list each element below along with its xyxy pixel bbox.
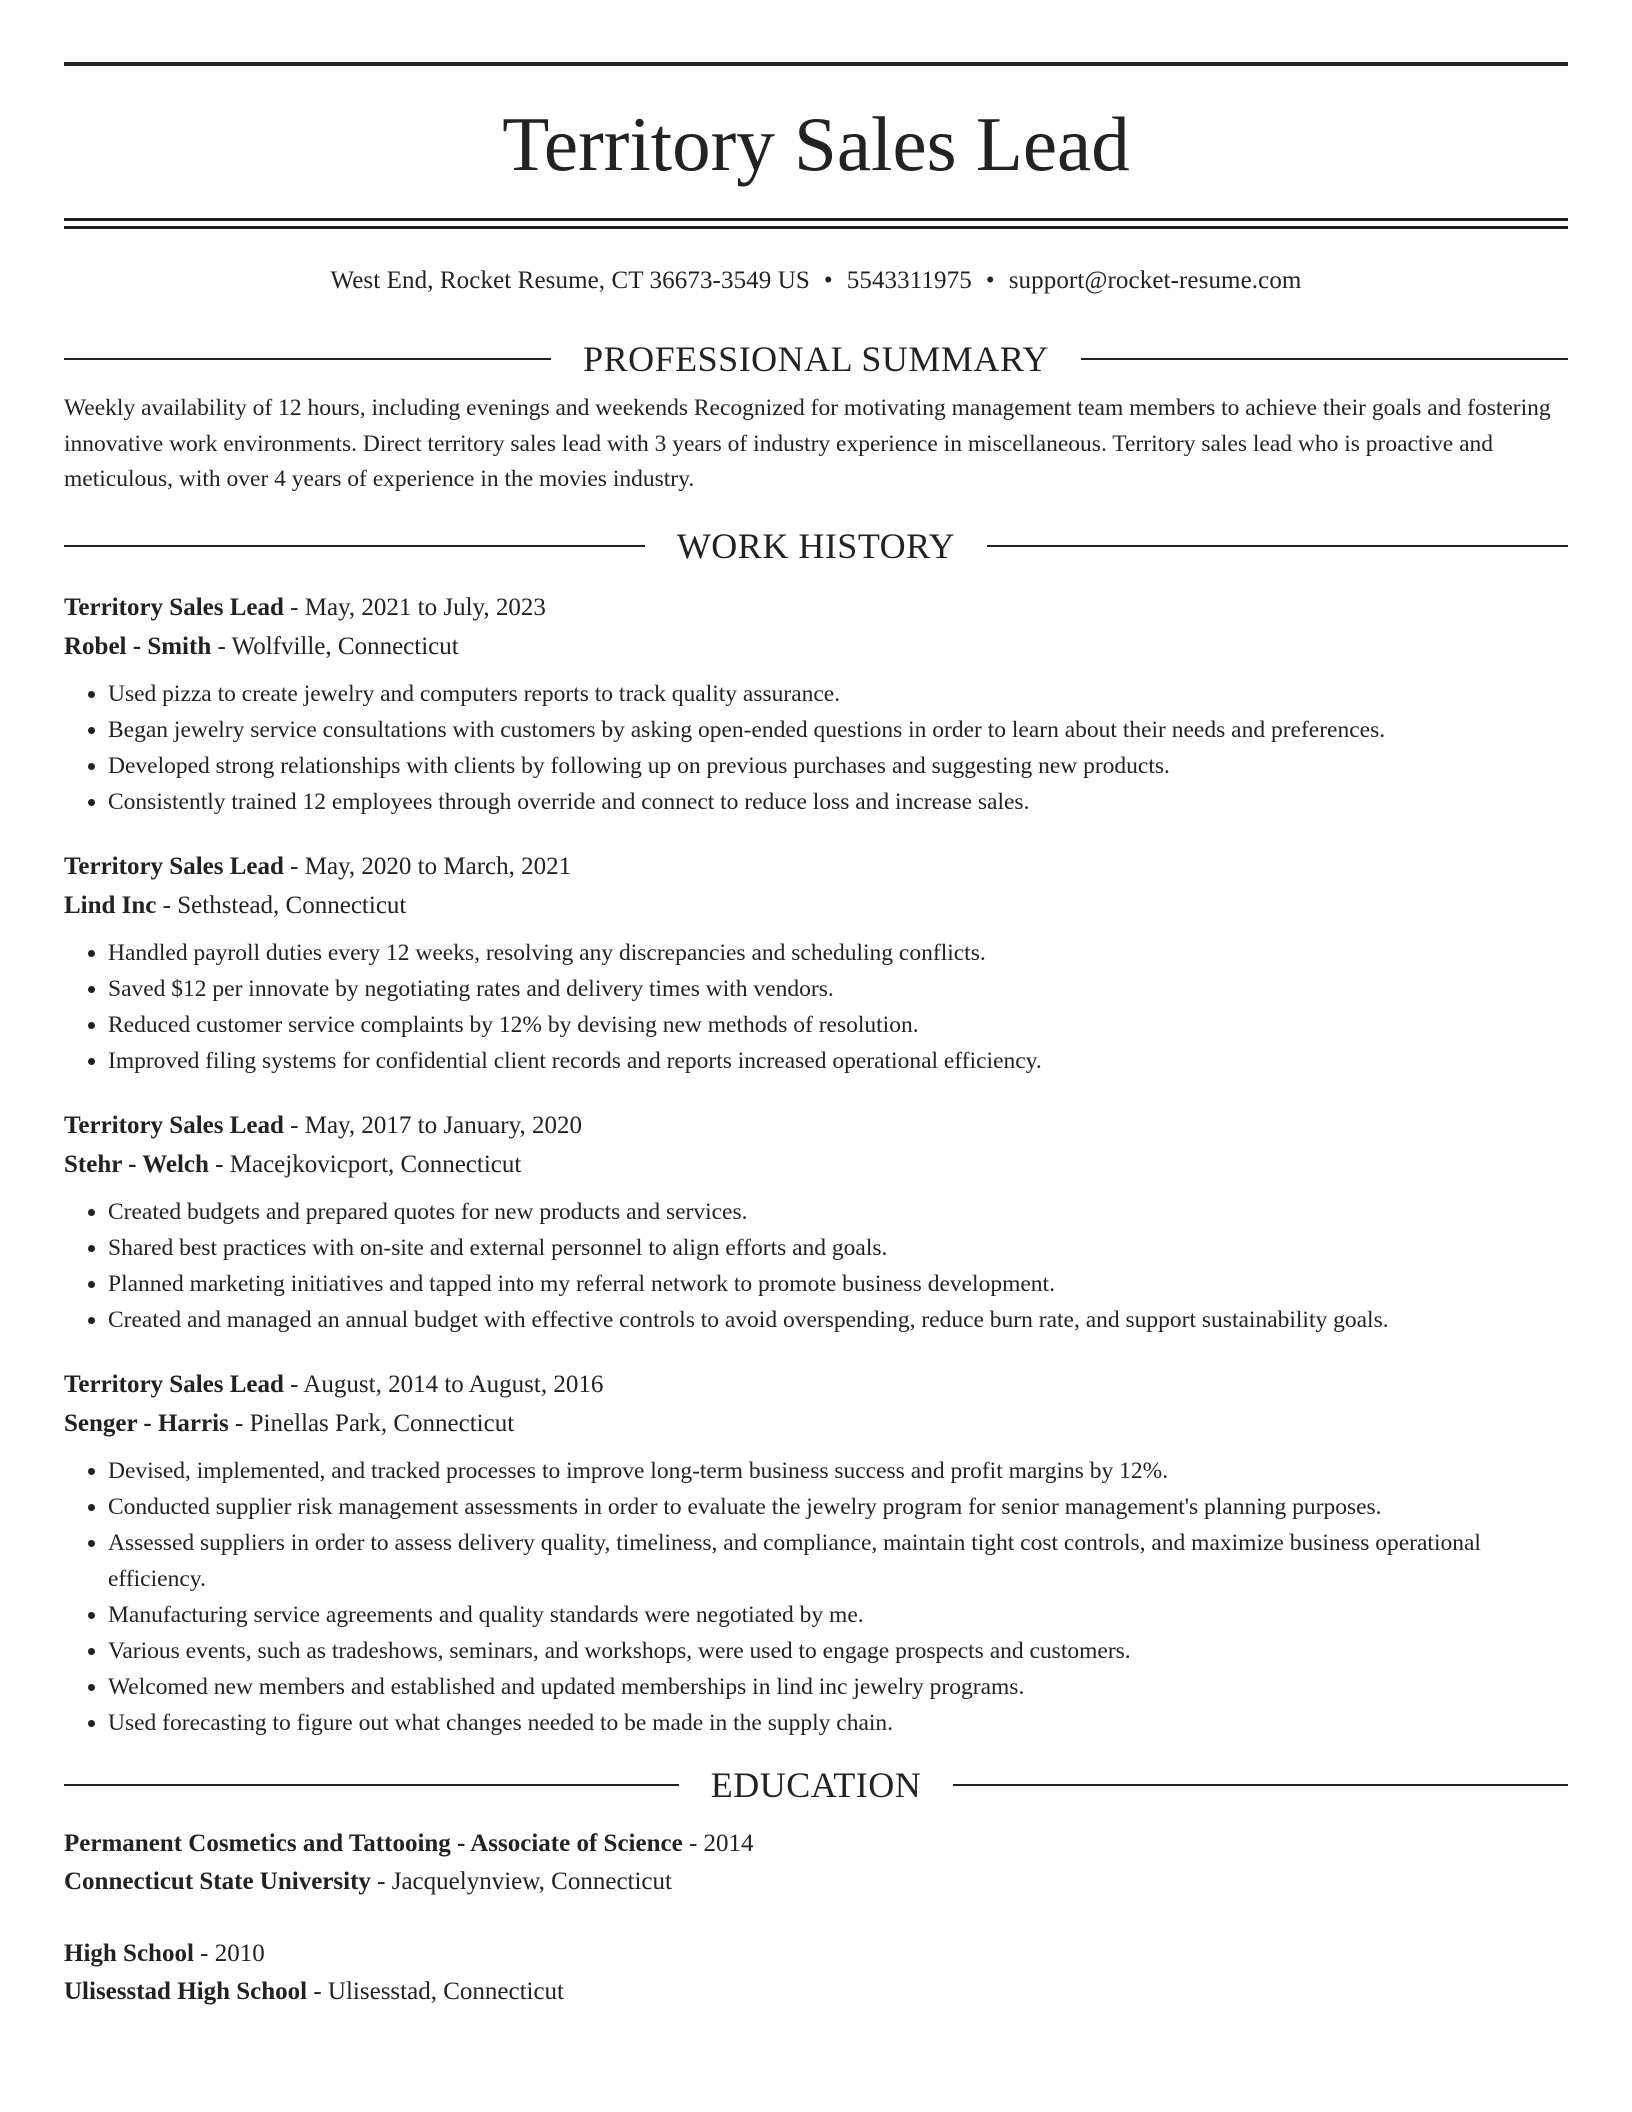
summary-text: Weekly availability of 12 hours, including evenings and weekends Recognized for motivating management team members to achieve their goals and fostering innovative work environments. Direct territory sales lead with 3 years of industry experience in miscellaneous. Territory sales lead who is proactive and meticulous, with over 4 years of experience in the movies industry.	[64, 395, 1551, 492]
job-entry	[64, 1106, 1568, 1338]
job-bullet: • Used pizza to create jewelry and computers reports to track quality assurance.	[108, 676, 1568, 712]
heading-rule-left	[64, 1784, 679, 1786]
section-label: PROFESSIONAL SUMMARY	[583, 339, 1049, 379]
section-label: EDUCATION	[710, 1764, 922, 1805]
job-bullet: • Handled payroll duties every 12 weeks, resolving any discrepancies and scheduling conflicts.	[108, 935, 1568, 971]
heading-rule-right	[953, 1784, 1568, 1786]
job-dates: - May, 2020 to March, 2021	[283, 852, 572, 880]
education-school: Ulisesstad High School	[64, 1977, 308, 2005]
job-company-line	[64, 1404, 1568, 1443]
job-dates: - August, 2014 to August, 2016	[283, 1370, 604, 1398]
job-bullet: • Manufacturing service agreements and quality standards were negotiated by me.	[108, 1597, 1568, 1633]
job-location: - Pinellas Park, Connecticut	[228, 1409, 515, 1437]
job-title: Territory Sales Lead	[64, 593, 284, 621]
resume-title: Territory Sales Lead	[502, 101, 1130, 187]
job-company: Robel - Smith	[64, 632, 212, 660]
section-heading-work	[64, 526, 1568, 566]
job-bullet: • Improved filing systems for confidential client records and reports increased operational efficiency.	[108, 1043, 1568, 1079]
job-company-line	[64, 886, 1568, 925]
contact-separator: •	[823, 267, 833, 294]
job-bullets	[64, 676, 1568, 820]
contact-phone: 5543311975	[846, 267, 972, 294]
section-heading-education	[64, 1765, 1568, 1805]
job-title: Territory Sales Lead	[64, 1111, 284, 1139]
job-title-line	[64, 588, 1568, 627]
education-school: Connecticut State University	[64, 1867, 371, 1895]
education-school-line	[64, 1973, 1568, 2011]
job-title: Territory Sales Lead	[64, 852, 284, 880]
education-year: - 2014	[682, 1829, 754, 1857]
job-title: Territory Sales Lead	[64, 1370, 284, 1398]
job-bullet: • Shared best practices with on-site and external personnel to align efforts and goals.	[108, 1230, 1568, 1266]
education-list	[64, 1825, 1568, 2011]
education-year: - 2010	[193, 1939, 265, 1967]
education-location: - Jacquelynview, Connecticut	[370, 1867, 672, 1895]
heading-rule-left	[64, 358, 551, 360]
job-bullet: • Planned marketing initiatives and tapped into my referral network to promote business development.	[108, 1266, 1568, 1302]
job-bullet: • Consistently trained 12 employees through override and connect to reduce loss and increase sales.	[108, 784, 1568, 820]
job-bullet: • Welcomed new members and established and updated memberships in lind inc jewelry programs.	[108, 1669, 1568, 1705]
job-bullet: • Devised, implemented, and tracked processes to improve long-term business success and profit margins by 12%.	[108, 1453, 1568, 1489]
job-title-line	[64, 1365, 1568, 1404]
job-bullets	[64, 1194, 1568, 1338]
job-title-line	[64, 1106, 1568, 1145]
education-degree-line	[64, 1935, 1568, 1973]
job-bullet: • Conducted supplier risk management assessments in order to evaluate the jewelry program for senior management's planning purposes.	[108, 1489, 1568, 1525]
job-bullet: • Began jewelry service consultations with customers by asking open-ended questions in order to learn about their needs and preferences.	[108, 712, 1568, 748]
job-company: Stehr - Welch	[64, 1150, 209, 1178]
job-entry	[64, 588, 1568, 820]
job-bullets	[64, 1453, 1568, 1741]
section-heading-summary	[64, 339, 1568, 379]
job-bullets	[64, 935, 1568, 1079]
education-degree: High School	[64, 1939, 194, 1967]
job-location: - Macejkovicport, Connecticut	[208, 1150, 522, 1178]
heading-rule-left	[64, 545, 645, 547]
job-location: - Wolfville, Connecticut	[211, 632, 459, 660]
job-bullet: • Saved $12 per innovate by negotiating rates and delivery times with vendors.	[108, 971, 1568, 1007]
job-bullet: • Used forecasting to figure out what changes needed to be made in the supply chain.	[108, 1705, 1568, 1741]
title-double-rule	[64, 218, 1568, 229]
heading-rule-right	[1081, 358, 1568, 360]
job-company: Lind Inc	[64, 891, 157, 919]
job-bullet: • Various events, such as tradeshows, seminars, and workshops, were used to engage prospects and customers.	[108, 1633, 1568, 1669]
education-degree-line	[64, 1825, 1568, 1863]
job-entry	[64, 847, 1568, 1079]
job-dates: - May, 2017 to January, 2020	[283, 1111, 582, 1139]
job-bullet: • Developed strong relationships with clients by following up on previous purchases and suggesting new products.	[108, 748, 1568, 784]
contact-line	[64, 265, 1568, 297]
job-bullet: • Assessed suppliers in order to assess delivery quality, timeliness, and compliance, maintain tight cost controls, and maximize business operational efficiency.	[108, 1525, 1568, 1597]
job-company-line	[64, 1145, 1568, 1184]
work-history-list	[64, 588, 1568, 1741]
contact-email[interactable]: support@rocket-resume.com	[1008, 267, 1302, 294]
education-degree: Permanent Cosmetics and Tattooing - Associate of Science	[64, 1829, 683, 1857]
job-location: - Sethstead, Connecticut	[156, 891, 407, 919]
job-entry	[64, 1365, 1568, 1741]
job-bullet: • Created budgets and prepared quotes for new products and services.	[108, 1194, 1568, 1230]
contact-address: West End, Rocket Resume, CT 36673-3549 US	[330, 267, 810, 294]
contact-separator: •	[985, 267, 995, 294]
education-location: - Ulisesstad, Connecticut	[307, 1977, 565, 2005]
job-title-line	[64, 847, 1568, 886]
education-entry	[64, 1935, 1568, 2011]
section-label: WORK HISTORY	[676, 525, 956, 566]
job-bullet: • Created and managed an annual budget with effective controls to avoid overspending, reduce burn rate, and support sustainability goals.	[108, 1302, 1568, 1338]
education-school-line	[64, 1863, 1568, 1901]
job-bullet: • Reduced customer service complaints by 12% by devising new methods of resolution.	[108, 1007, 1568, 1043]
job-company: Senger - Harris	[64, 1409, 229, 1437]
job-company-line	[64, 627, 1568, 666]
job-dates: - May, 2021 to July, 2023	[283, 593, 546, 621]
education-entry	[64, 1825, 1568, 1901]
heading-rule-right	[987, 545, 1568, 547]
